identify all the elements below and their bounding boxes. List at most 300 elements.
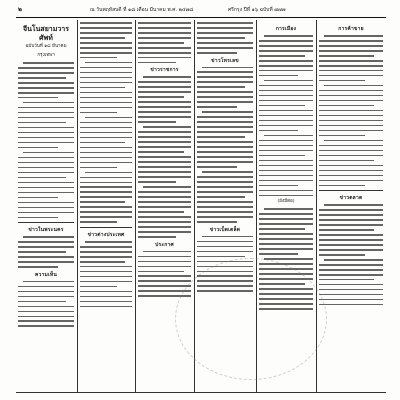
text-line [197, 52, 237, 54]
text-line [18, 197, 58, 199]
text-line [319, 294, 383, 296]
text-line [197, 86, 245, 88]
text-line [197, 151, 253, 153]
text-line [319, 185, 365, 187]
text-line [264, 35, 313, 37]
text-line [80, 211, 132, 213]
section-title: ข่าวในพระนคร [28, 227, 64, 234]
text-line [80, 306, 132, 308]
text-line [18, 112, 74, 114]
text-line [259, 110, 313, 112]
text-line [18, 251, 66, 253]
text-line [18, 202, 74, 204]
text-line [18, 117, 74, 119]
text-line [319, 284, 383, 286]
text-line [80, 281, 132, 283]
text-line [80, 276, 132, 278]
text-line [319, 45, 383, 47]
text-line [80, 92, 132, 94]
text-line [138, 181, 176, 183]
text-line [80, 167, 117, 169]
text-line [80, 162, 132, 164]
text-line [197, 156, 253, 158]
text-line [319, 70, 383, 72]
text-line [259, 150, 313, 152]
text-line [319, 170, 383, 172]
section-title: ความเห็น [34, 271, 58, 278]
text-line [324, 35, 383, 37]
text-line [18, 97, 58, 99]
text-line [319, 229, 374, 231]
text-line [80, 191, 132, 193]
text-line [138, 81, 191, 83]
text-line [319, 125, 383, 127]
text-line [197, 166, 237, 168]
text-line [18, 92, 74, 94]
text-line [197, 27, 253, 29]
text-line [138, 275, 191, 277]
text-line [259, 70, 313, 72]
section-title: ประกาศ [155, 241, 174, 248]
text-line [80, 201, 125, 203]
text-line [319, 209, 383, 211]
text-line [80, 261, 125, 263]
text-line [80, 296, 132, 298]
text-line [319, 55, 374, 57]
text-line [197, 256, 245, 258]
text-line [197, 196, 245, 198]
text-line [80, 77, 132, 79]
text-line [138, 206, 191, 208]
text-line [319, 239, 383, 241]
text-line [18, 172, 74, 174]
text-line [319, 120, 383, 122]
footer-rule [16, 392, 386, 393]
text-line [18, 217, 58, 219]
text-line [138, 156, 191, 158]
text-line [18, 266, 58, 268]
text-line [80, 32, 132, 34]
text-line [259, 223, 313, 225]
text-line [80, 122, 132, 124]
text-line [197, 126, 253, 128]
text-line [197, 106, 237, 108]
text-line [80, 52, 132, 54]
text-line [18, 182, 74, 184]
text-line [197, 37, 245, 39]
text-line [197, 141, 253, 143]
text-line [264, 208, 313, 210]
text-line [138, 201, 191, 203]
text-line [80, 271, 132, 273]
text-line [197, 131, 253, 133]
text-line [80, 246, 132, 248]
text-line [138, 196, 191, 198]
section-rule [18, 222, 74, 223]
column-3 [138, 22, 191, 390]
text-line [18, 142, 74, 144]
text-line [197, 181, 253, 183]
text-line [259, 283, 305, 285]
text-line [319, 105, 374, 107]
text-line [259, 238, 313, 240]
text-line [264, 135, 313, 137]
text-line [138, 226, 191, 228]
text-line [259, 253, 298, 255]
text-line [202, 171, 253, 173]
text-line [259, 273, 313, 275]
text-line [138, 32, 191, 34]
text-line [197, 186, 253, 188]
text-line [18, 207, 74, 209]
text-line [197, 116, 253, 118]
text-line [80, 67, 132, 69]
text-line [319, 214, 383, 216]
text-line [197, 76, 253, 78]
text-line [319, 145, 383, 147]
text-line [138, 62, 176, 64]
text-line [18, 301, 66, 303]
text-line [80, 186, 132, 188]
text-line [138, 290, 191, 292]
text-line [80, 107, 132, 109]
text-line [259, 60, 313, 62]
date-line: ณ วันพฤหัสบดี ที่ ๑๘ เดือน มีนาคม พ.ศ. ๒๔๗๘ [90, 7, 194, 13]
column-5 [259, 22, 313, 390]
text-line [197, 206, 253, 208]
text-line [138, 146, 191, 148]
text-line [18, 77, 66, 79]
text-line [197, 91, 253, 93]
text-line [319, 60, 383, 62]
text-line [23, 102, 74, 104]
section-title: ข่าวโทรเลข [211, 57, 239, 64]
text-line [80, 301, 132, 303]
text-line [197, 280, 253, 282]
text-line [197, 32, 253, 34]
text-line [23, 152, 74, 154]
text-line [18, 320, 74, 322]
text-line [80, 206, 132, 208]
text-line [319, 160, 374, 162]
text-line [18, 246, 74, 248]
section-title: ข่าวตลาด [339, 195, 363, 202]
text-line [18, 311, 74, 313]
text-line [80, 37, 125, 39]
text-line [138, 266, 191, 268]
text-line [197, 71, 253, 73]
text-line [23, 62, 74, 64]
text-line [259, 165, 313, 167]
text-line [85, 241, 132, 243]
text-line [18, 67, 74, 69]
text-line [80, 147, 132, 149]
text-line [138, 27, 191, 29]
section-title: ข่าวต่างประเทศ [87, 231, 125, 238]
column-divider [194, 20, 195, 392]
text-line [138, 280, 191, 282]
text-line [18, 137, 74, 139]
text-line [138, 216, 191, 218]
masthead-subline: ฉบับวันที่ ๑๘ มีนาคม [25, 44, 67, 49]
text-line [143, 76, 191, 78]
text-line [80, 132, 132, 134]
text-line [197, 121, 253, 123]
text-line [80, 137, 132, 139]
text-line [80, 256, 132, 258]
text-line [80, 142, 125, 144]
column-6 [319, 22, 383, 390]
section-title: ข่าวเบ็ดเตล็ด [209, 226, 241, 233]
text-line [259, 195, 313, 197]
text-line [319, 234, 383, 236]
text-line [319, 249, 383, 251]
text-line [80, 47, 132, 49]
section-rule [80, 227, 132, 228]
text-line [319, 165, 383, 167]
text-line [143, 251, 191, 253]
text-line [80, 112, 117, 114]
text-line [319, 135, 365, 137]
column-divider [256, 20, 257, 392]
text-line [138, 256, 191, 258]
text-line [138, 151, 184, 153]
text-line [138, 116, 191, 118]
text-line [80, 266, 132, 268]
text-line [259, 170, 313, 172]
text-line [80, 72, 132, 74]
text-line [319, 279, 374, 281]
text-line [80, 82, 132, 84]
text-line [18, 177, 66, 179]
text-line [197, 191, 253, 193]
text-line [85, 172, 132, 174]
text-line [259, 105, 305, 107]
text-line [319, 130, 383, 132]
text-line [197, 290, 253, 292]
volume-line: ศรีกรุง ปีที่ ๑๖ ฉบับที่ ๗๗๗ [228, 7, 286, 13]
text-line [319, 224, 383, 226]
text-line [18, 316, 74, 318]
text-line [259, 45, 313, 47]
text-line [197, 251, 253, 253]
text-line [319, 50, 383, 52]
text-line [138, 96, 184, 98]
text-line [319, 95, 383, 97]
text-line [319, 274, 383, 276]
text-line [259, 308, 313, 310]
text-line [138, 57, 191, 59]
text-line [18, 132, 74, 134]
text-line [138, 131, 191, 133]
text-line [80, 97, 132, 99]
text-line [80, 182, 132, 184]
text-line [259, 185, 298, 187]
text-line [18, 286, 74, 288]
text-line [138, 111, 191, 113]
text-line [259, 160, 313, 162]
column-divider [77, 20, 78, 392]
text-line [80, 102, 132, 104]
text-line [259, 180, 313, 182]
text-line [264, 258, 313, 260]
text-line [18, 261, 74, 263]
text-line [197, 42, 253, 44]
text-line [80, 251, 132, 253]
text-line [259, 228, 305, 230]
text-line [197, 176, 253, 178]
text-line [138, 285, 191, 287]
text-line [259, 125, 313, 127]
text-line [143, 186, 191, 188]
text-line [138, 141, 191, 143]
text-line [80, 177, 132, 179]
text-line [138, 37, 191, 39]
text-line [324, 259, 383, 261]
text-line [202, 111, 253, 113]
text-line [319, 244, 383, 246]
text-line [319, 75, 383, 77]
text-line [319, 155, 383, 157]
text-line [259, 85, 313, 87]
text-line [259, 293, 313, 295]
text-line [259, 55, 305, 57]
text-line [259, 218, 313, 220]
text-line [138, 101, 191, 103]
text-line [80, 286, 117, 288]
text-line [197, 221, 237, 223]
text-line [259, 263, 313, 265]
text-line [197, 161, 253, 163]
text-line [259, 190, 313, 192]
text-line [264, 80, 313, 82]
text-line [259, 100, 313, 102]
text-line [138, 211, 184, 213]
text-line [138, 121, 176, 123]
text-line [138, 47, 191, 49]
text-line [259, 288, 313, 290]
text-line [319, 254, 365, 256]
text-line [18, 72, 74, 74]
text-line [319, 219, 383, 221]
text-line [138, 42, 184, 44]
text-line [18, 212, 74, 214]
text-line [80, 42, 132, 44]
text-line [197, 275, 253, 277]
text-line [259, 278, 313, 280]
text-line [319, 304, 383, 306]
text-line [197, 146, 253, 148]
text-line [324, 204, 383, 206]
text-line [197, 81, 253, 83]
column-4 [197, 22, 253, 390]
text-line [80, 152, 132, 154]
text-line [319, 150, 383, 152]
text-line [138, 221, 191, 223]
text-line [319, 80, 365, 82]
text-line [197, 201, 253, 203]
text-line [18, 147, 58, 149]
text-line [197, 216, 253, 218]
text-line [259, 243, 313, 245]
text-line [319, 115, 383, 117]
text-line [18, 162, 74, 164]
text-line [18, 107, 74, 109]
text-line [197, 246, 253, 248]
text-line [18, 122, 66, 124]
text-line [18, 167, 74, 169]
text-line [259, 65, 313, 67]
text-line [259, 115, 313, 117]
text-line [138, 176, 191, 178]
text-line [259, 175, 313, 177]
text-line [143, 126, 191, 128]
text-line [202, 236, 253, 238]
column-2 [80, 22, 132, 390]
text-line [259, 50, 313, 52]
text-line [259, 145, 313, 147]
text-line [197, 271, 253, 273]
text-line [18, 157, 74, 159]
text-line [18, 127, 74, 129]
text-line [138, 261, 191, 263]
text-line [138, 166, 191, 168]
section-title: ข่าวราชการ [150, 67, 179, 74]
text-line [23, 236, 74, 238]
text-line [259, 303, 313, 305]
section-title: การเมือง [275, 26, 297, 32]
text-line [197, 136, 245, 138]
text-line [18, 306, 74, 308]
text-line [80, 57, 117, 59]
text-line [18, 241, 74, 243]
text-line [18, 87, 74, 89]
text-line [138, 271, 184, 273]
text-line [319, 289, 383, 291]
text-line [138, 52, 191, 54]
text-line [259, 268, 313, 270]
text-line [80, 221, 117, 223]
page-number: ๒ [18, 6, 22, 13]
text-line [259, 213, 313, 215]
text-line [259, 233, 313, 235]
text-line [18, 325, 74, 327]
masthead-title: จีนโนสยามวารศัพท์ [23, 24, 69, 42]
column-1 [18, 22, 74, 390]
header-rule [16, 17, 386, 18]
text-line [80, 291, 132, 293]
text-line [259, 155, 305, 157]
text-line [197, 261, 253, 263]
text-line [138, 106, 191, 108]
section-title: การค้าขาย [338, 26, 364, 32]
text-line [319, 110, 383, 112]
text-line [138, 91, 191, 93]
text-line [138, 171, 191, 173]
dateline-label: กรุงเทพฯ [37, 53, 55, 58]
text-line [197, 285, 253, 287]
text-line [319, 100, 383, 102]
text-line [259, 298, 313, 300]
text-line [197, 101, 253, 103]
column-divider [135, 20, 136, 392]
text-line [319, 264, 383, 266]
text-line [138, 236, 176, 238]
text-line [319, 65, 383, 67]
text-line [138, 295, 191, 297]
text-line [197, 47, 253, 49]
text-line [324, 85, 383, 87]
